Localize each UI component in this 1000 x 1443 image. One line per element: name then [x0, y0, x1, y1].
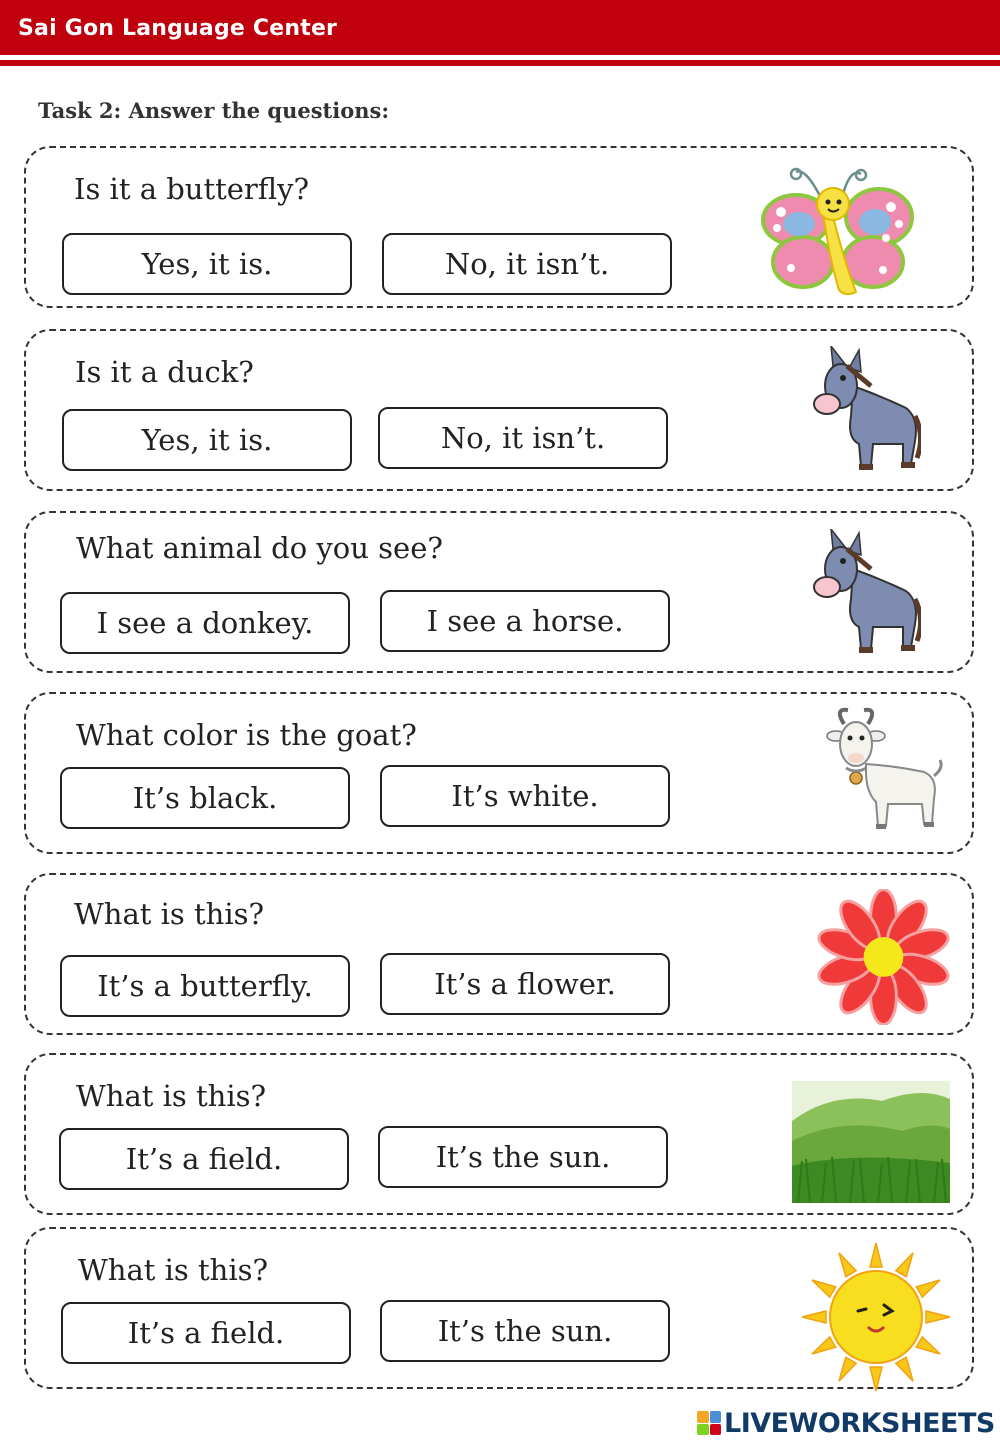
- field-image: [792, 1081, 950, 1203]
- question-text: What is this?: [76, 1079, 267, 1113]
- answer-option[interactable]: It’s black.: [60, 767, 350, 829]
- answer-option[interactable]: It’s a field.: [61, 1302, 351, 1364]
- answer-option[interactable]: It’s a field.: [59, 1128, 349, 1190]
- question-card-1: [24, 146, 974, 308]
- answer-option[interactable]: It’s a flower.: [380, 953, 670, 1015]
- question-text: Is it a duck?: [75, 355, 254, 389]
- question-text: Is it a butterfly?: [74, 172, 310, 206]
- goat-image: [826, 706, 944, 836]
- donkey-image: [811, 529, 921, 657]
- center-name: Sai Gon Language Center: [18, 16, 338, 41]
- answer-option[interactable]: Yes, it is.: [62, 409, 352, 471]
- answer-option[interactable]: It’s a butterfly.: [60, 955, 350, 1017]
- header-bar: [0, 0, 1000, 55]
- brand-name: LIVEWORKSHEETS: [724, 1407, 995, 1439]
- question-card-7: [24, 1227, 974, 1389]
- question-text: What color is the goat?: [76, 718, 417, 752]
- answer-option[interactable]: No, it isn’t.: [378, 407, 668, 469]
- question-card-3: [24, 511, 974, 673]
- question-card-2: [24, 329, 974, 491]
- question-card-4: [24, 692, 974, 854]
- header-divider: [0, 60, 1000, 66]
- donkey-image: [811, 346, 921, 474]
- question-card-6: [24, 1053, 974, 1215]
- question-text: What is this?: [78, 1253, 269, 1287]
- question-card-5: [24, 873, 974, 1035]
- liveworksheets-logo: [697, 1406, 995, 1440]
- answer-option[interactable]: Yes, it is.: [62, 233, 352, 295]
- answer-option[interactable]: No, it isn’t.: [382, 233, 672, 295]
- liveworksheets-icon: [697, 1411, 721, 1435]
- answer-option[interactable]: It’s the sun.: [380, 1300, 670, 1362]
- answer-option[interactable]: I see a horse.: [380, 590, 670, 652]
- question-text: What animal do you see?: [76, 531, 443, 565]
- answer-option[interactable]: It’s the sun.: [378, 1126, 668, 1188]
- butterfly-image: [761, 162, 916, 302]
- task-title: Task 2: Answer the questions:: [38, 98, 390, 123]
- question-text: What is this?: [74, 897, 265, 931]
- answer-option[interactable]: It’s white.: [380, 765, 670, 827]
- answer-option[interactable]: I see a donkey.: [60, 592, 350, 654]
- flower-image: [816, 889, 951, 1025]
- sun-image: [786, 1239, 966, 1395]
